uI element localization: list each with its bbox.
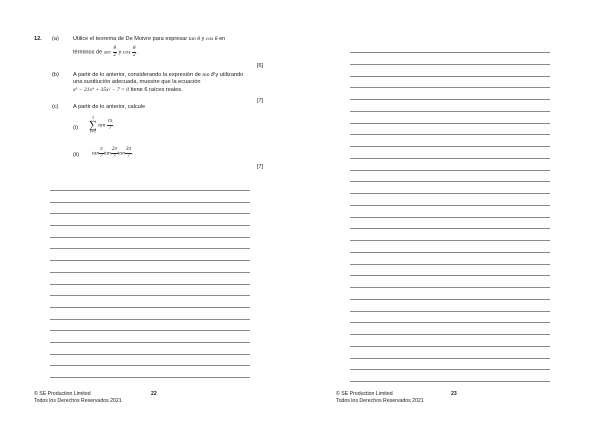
footer-copyright: © SE Production Limited [34, 391, 91, 397]
part-b-text-line1: A partir de lo anterior, considerando la expresión de tan 𝜃 y utilizando [73, 72, 244, 78]
part-c-i-expression: 3 ∑ r=1 tan $\frac{r\pi}{7}$ . [89, 116, 115, 134]
answer-line [50, 237, 250, 238]
answer-line [350, 311, 550, 312]
question-number: 12. [34, 36, 42, 42]
answer-line [350, 134, 550, 135]
footer-rights: Todos los Derechos Reservados 2021 [34, 398, 122, 404]
part-c-i-label: (i) [73, 125, 78, 131]
answer-line [350, 181, 550, 182]
answer-line [50, 330, 250, 331]
answer-line [350, 76, 550, 77]
answer-line [350, 146, 550, 147]
part-a-text-line1: Utilice el teorema de De Moivre para expresar tan θ y cos θ en [73, 36, 226, 42]
answer-line [350, 240, 550, 241]
answer-line [350, 275, 550, 276]
answer-line [50, 319, 250, 320]
part-a-label: (a) [52, 36, 59, 42]
answer-line [350, 358, 550, 359]
part-c-ii-expression: tan $\frac{\pi}{7}$ tan $\frac{2\pi}{7}$ tan $\frac{3\pi}{7}$ . [92, 147, 134, 159]
answer-line [50, 307, 250, 308]
answer-line [50, 284, 250, 285]
answer-line [350, 123, 550, 124]
answer-line [350, 52, 550, 53]
answer-line [50, 225, 250, 226]
answer-line [350, 334, 550, 335]
answer-line [350, 228, 550, 229]
answer-line [350, 264, 550, 265]
footer-copyright: © SE Production Limited [336, 391, 393, 397]
answer-line [350, 287, 550, 288]
answer-line [50, 354, 250, 355]
answer-line [50, 342, 250, 343]
answer-line [350, 99, 550, 100]
part-b-marks: [7] [257, 98, 264, 104]
answer-line [50, 213, 250, 214]
page-number: 23 [451, 391, 457, 397]
answer-line [350, 217, 550, 218]
answer-line [350, 299, 550, 300]
answer-line [350, 252, 550, 253]
answer-line [350, 158, 550, 159]
answer-line [50, 260, 250, 261]
answer-line [50, 248, 250, 249]
page-number: 22 [151, 391, 157, 397]
answer-line [350, 369, 550, 370]
answer-line [50, 190, 250, 191]
answer-line [50, 295, 250, 296]
part-c-ii-label: (ii) [73, 152, 80, 158]
answer-line [50, 272, 250, 273]
answer-line [350, 64, 550, 65]
answer-line [350, 322, 550, 323]
answer-line [50, 365, 250, 366]
part-c-label: (c) [52, 104, 59, 110]
part-c-intro: A partir de lo anterior, calcule [73, 104, 146, 110]
part-a-marks: [6] [257, 63, 264, 69]
answer-line [50, 202, 250, 203]
answer-line [350, 346, 550, 347]
answer-line [350, 111, 550, 112]
answer-line [350, 170, 550, 171]
answer-line [350, 381, 550, 382]
answer-line [50, 377, 250, 378]
part-b-text-line2: una sustitución adecuada, muestre que la ecuación [73, 79, 201, 85]
part-c-marks: [7] [257, 164, 264, 170]
part-b-text-line3: x⁶ − 21x⁴ + 35x² − 7 = 0 tiene 6 raíces reales. [73, 87, 183, 93]
answer-line [350, 87, 550, 88]
footer-rights: Todos los Derechos Reservados 2021 [336, 398, 424, 404]
part-a-text-line2: términos de sec $\frac{\theta}{2}$ y cos $\frac{\theta}{2}$ . [73, 46, 139, 58]
right-page [300, 0, 600, 424]
part-b-label: (b) [52, 72, 59, 78]
answer-line [350, 205, 550, 206]
answer-line [350, 193, 550, 194]
